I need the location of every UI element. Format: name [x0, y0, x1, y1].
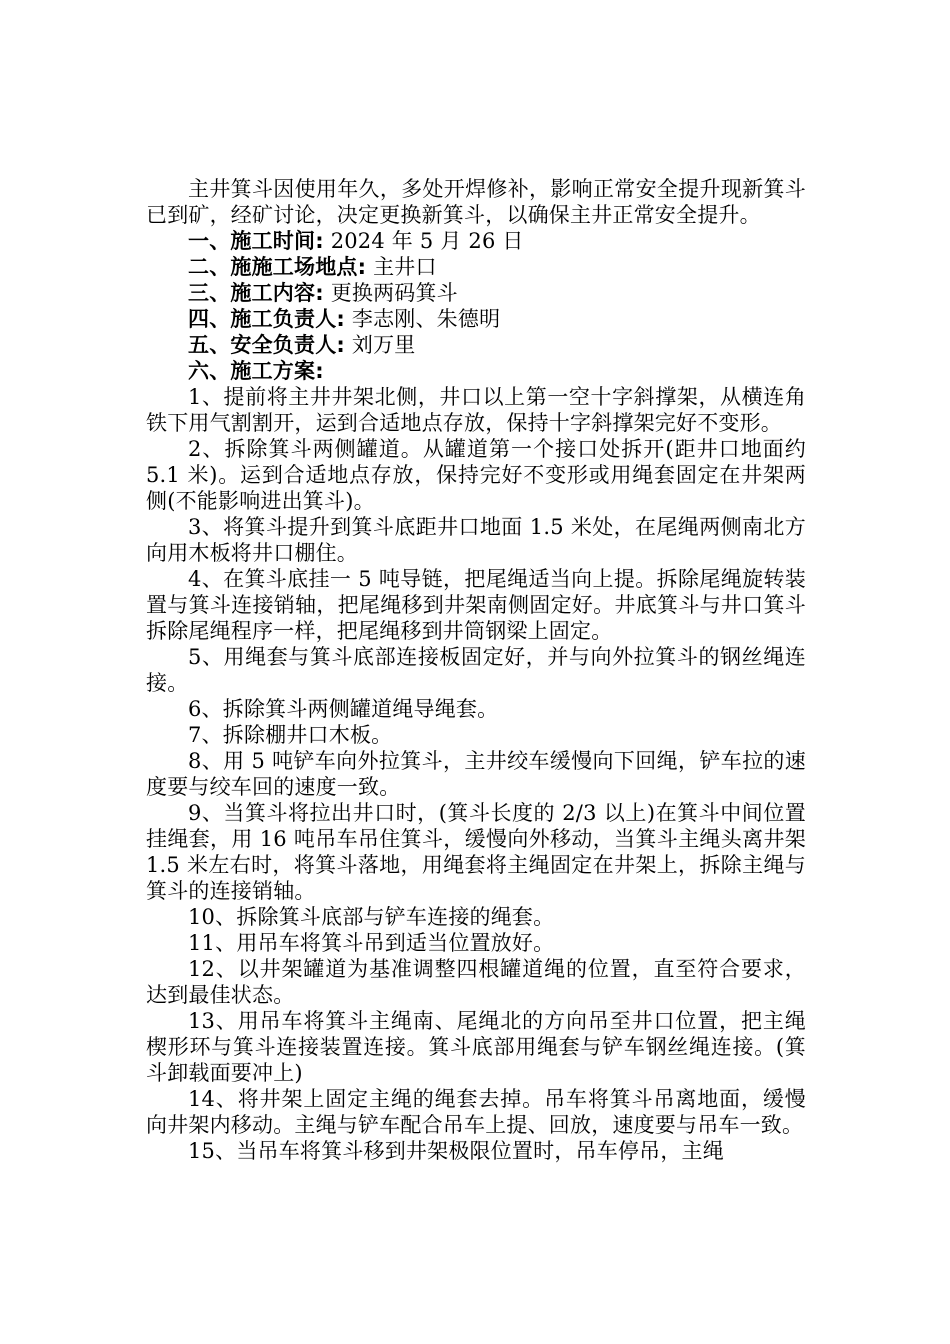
step-6: 6、拆除箕斗两侧罐道绳导绳套。	[188, 697, 499, 721]
field-construction-leader	[146, 306, 806, 332]
step-12: 12、以井架罐道为基准调整四根罐道绳的位置，直至符合要求，达到最佳状态。	[146, 957, 806, 1007]
field-value: 刘万里	[345, 333, 416, 357]
step-15: 15、当吊车将箕斗移到井架极限位置时，吊车停吊，主绳	[188, 1139, 724, 1163]
step-10: 10、拆除箕斗底部与铲车连接的绳套。	[188, 905, 555, 929]
document-body	[146, 176, 806, 1164]
field-construction-content	[146, 280, 806, 306]
field-label: 五、安全负责人:	[188, 333, 345, 357]
field-value: 主井口	[366, 255, 437, 279]
field-label: 六、施工方案:	[188, 359, 324, 383]
field-label: 一、施工时间:	[188, 229, 324, 253]
step-9: 9、当箕斗将拉出井口时，(箕斗长度的 2/3 以上)在箕斗中间位置挂绳套，用 16 吨吊车吊住箕斗，缓慢向外移动，当箕斗主绳头离井架 1.5 米左右时，将箕斗落地，用绳套将主绳固定在井架上，拆除主绳与箕斗的连接销轴。	[146, 801, 806, 903]
field-value: 更换两码箕斗	[323, 281, 458, 305]
field-value: 2024 年 5 月 26 日	[323, 229, 524, 253]
step-5: 5、用绳套与箕斗底部连接板固定好，并与向外拉箕斗的钢丝绳连接。	[146, 645, 806, 695]
step-4: 4、在箕斗底挂一 5 吨导链，把尾绳适当向上提。拆除尾绳旋转装置与箕斗连接销轴，把尾绳移到井架南侧固定好。井底箕斗与井口箕斗拆除尾绳程序一样，把尾绳移到井筒钢梁上固定。	[146, 567, 806, 643]
step-1: 1、提前将主井井架北侧，井口以上第一空十字斜撑架，从横连角铁下用气割割开，运到合适地点存放，保持十字斜撑架完好不变形。	[146, 385, 806, 435]
field-safety-leader	[146, 332, 806, 358]
step-8: 8、用 5 吨铲车向外拉箕斗，主井绞车缓慢向下回绳，铲车拉的速度要与绞车回的速度一致。	[146, 749, 806, 799]
field-value: 李志刚、朱德明	[345, 307, 501, 331]
field-construction-plan	[146, 358, 806, 384]
step-14: 14、将井架上固定主绳的绳套去掉。吊车将箕斗吊离地面，缓慢向井架内移动。主绳与铲车配合吊车上提、回放，速度要与吊车一致。	[146, 1087, 806, 1137]
step-2: 2、拆除箕斗两侧罐道。从罐道第一个接口处拆开(距井口地面约 5.1 米)。运到合适地点存放，保持完好不变形或用绳套固定在井架两侧(不能影响进出箕斗)。	[146, 437, 806, 513]
field-construction-time	[146, 228, 806, 254]
step-7: 7、拆除棚井口木板。	[188, 723, 393, 747]
field-construction-site	[146, 254, 806, 280]
field-label: 三、施工内容:	[188, 281, 324, 305]
field-label: 二、施施工场地点:	[188, 255, 367, 279]
intro-paragraph: 主井箕斗因使用年久，多处开焊修补，影响正常安全提升现新箕斗已到矿，经矿讨论，决定更换新箕斗，以确保主井正常安全提升。	[146, 177, 806, 227]
step-13: 13、用吊车将箕斗主绳南、尾绳北的方向吊至井口位置，把主绳楔形环与箕斗连接装置连接。箕斗底部用绳套与铲车钢丝绳连接。(箕斗卸载面要冲上)	[146, 1009, 806, 1085]
step-3: 3、将箕斗提升到箕斗底距井口地面 1.5 米处，在尾绳两侧南北方向用木板将井口棚住。	[146, 515, 806, 565]
field-label: 四、施工负责人:	[188, 307, 345, 331]
step-11: 11、用吊车将箕斗吊到适当位置放好。	[188, 931, 555, 955]
